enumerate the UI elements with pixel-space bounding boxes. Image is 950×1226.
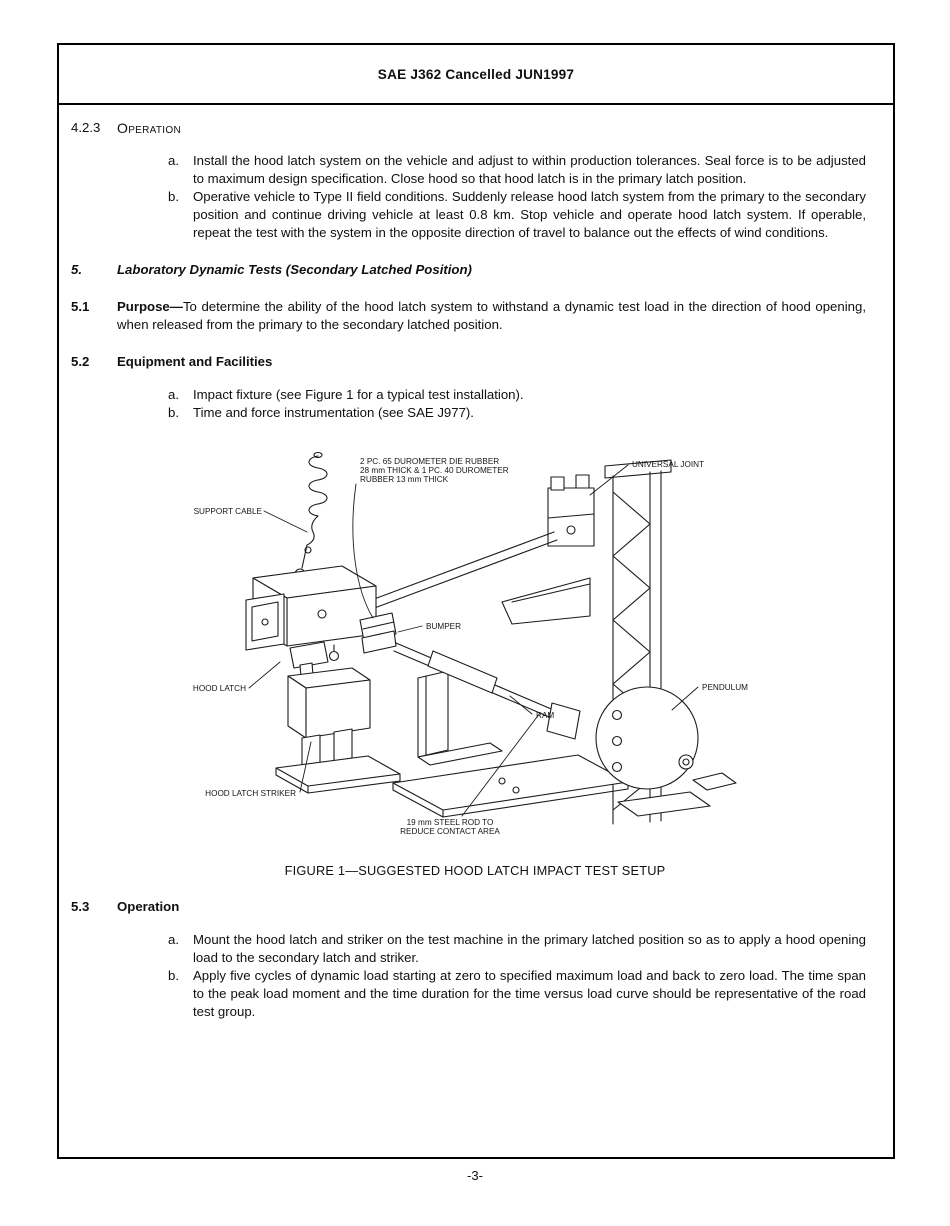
list-item-label: a.: [168, 387, 179, 402]
list-item: [168, 152, 866, 188]
section-title: Equipment and Facilities: [117, 354, 273, 369]
section-number: 5.2: [71, 354, 90, 369]
label-universal-joint: UNIVERSAL JOINT: [632, 460, 705, 469]
section-number: 5.: [71, 262, 82, 277]
label-rubber-note-line3: RUBBER 13 mm THICK: [360, 475, 449, 484]
document-body: [59, 105, 893, 1021]
label-hood-latch: HOOD LATCH: [192, 684, 246, 693]
section-title: Laboratory Dynamic Tests (Secondary Latched Position): [117, 262, 472, 277]
section-title: Operation: [117, 120, 181, 136]
section-51: [71, 298, 866, 334]
label-ram: RAM: [536, 711, 555, 720]
document-header-title: SAE J362 Cancelled JUN1997: [59, 45, 893, 105]
spring-shape: [309, 453, 327, 517]
list-item-label: b.: [168, 968, 179, 983]
support-cable-line: [302, 516, 318, 568]
list-item-label: b.: [168, 189, 179, 204]
list-item-label: a.: [168, 932, 179, 947]
figure-1-drawing: [150, 450, 800, 850]
list-item-text: Impact fixture (see Figure 1 for a typical test installation).: [193, 387, 524, 402]
section-number: 4.2.3: [71, 120, 101, 135]
pendulum-shape: [596, 687, 736, 816]
section-number: 5.3: [71, 899, 90, 914]
list-item-label: b.: [168, 405, 179, 420]
list-423: [168, 152, 866, 242]
list-item: [168, 931, 866, 967]
section-number: 5.1: [71, 299, 90, 314]
label-bumper: BUMPER: [426, 622, 462, 631]
list-item: [168, 404, 866, 422]
section-title: Operation: [117, 899, 180, 914]
section-heading-423: [71, 119, 866, 137]
list-item-text: Operative vehicle to Type II field conditions. Suddenly release hood latch system from the primary to the secondary position and continue driving vehicle at least 0.8 km. Stop vehicle and operate hood latch system. If operable, repeat the test with the system in the opposite direction of travel to balance out the effects of wind conditions.: [193, 189, 866, 240]
list-item-text: Install the hood latch system on the vehicle and adjust to within production tolerances. Seal force is to be adjusted to maximum design specification. Close hood so that hood latch is in the primary latch position.: [193, 153, 866, 186]
section-paragraph: [117, 298, 866, 334]
universal-joint-shape: [502, 475, 594, 624]
label-steel-rod-line1: 19 mm STEEL ROD TO: [406, 818, 494, 827]
list-item-label: a.: [168, 153, 179, 168]
list-52: [168, 386, 866, 422]
list-item: [168, 967, 866, 1021]
list-item: [168, 188, 866, 242]
figure-caption: FIGURE 1—SUGGESTED HOOD LATCH IMPACT TEST SETUP: [284, 863, 666, 878]
section-heading-53: [71, 898, 866, 916]
list-item-text: Time and force instrumentation (see SAE J977).: [193, 405, 474, 420]
list-item-text: Apply five cycles of dynamic load starting at zero to specified maximum load and back to zero load. The time span to the peak load moment and the time duration for the time versus load curve should be representative of the road test group.: [193, 968, 866, 1019]
fixture-pedestal: [276, 668, 400, 793]
label-hood-latch-striker: HOOD LATCH STRIKER: [205, 789, 296, 798]
page-number: -3-: [467, 1168, 483, 1183]
list-item: [168, 386, 866, 404]
label-rubber-note-line1: 2 PC. 65 DUROMETER DIE RUBBER: [360, 457, 500, 466]
purpose-text: To determine the ability of the hood latch system to withstand a dynamic test load in the direction of hood opening, when released from the primary to the secondary latched position.: [117, 299, 866, 332]
label-steel-rod-line2: REDUCE CONTACT AREA: [400, 827, 500, 836]
list-53: [168, 931, 866, 1021]
bumper-shape: [360, 613, 396, 653]
label-pendulum: PENDULUM: [702, 683, 748, 692]
section-heading-5: [71, 261, 866, 279]
label-rubber-note-line2: 28 mm THICK & 1 PC. 40 DUROMETER: [360, 466, 509, 475]
purpose-lead: Purpose—: [117, 299, 183, 314]
section-heading-52: [71, 353, 866, 371]
label-support-cable: SUPPORT CABLE: [193, 507, 262, 516]
list-item-text: Mount the hood latch and striker on the test machine in the primary latched position so as to apply a hood opening load to the secondary latch and striker.: [193, 932, 866, 965]
page-border-frame: [57, 43, 895, 1159]
figure-1: [150, 450, 800, 880]
